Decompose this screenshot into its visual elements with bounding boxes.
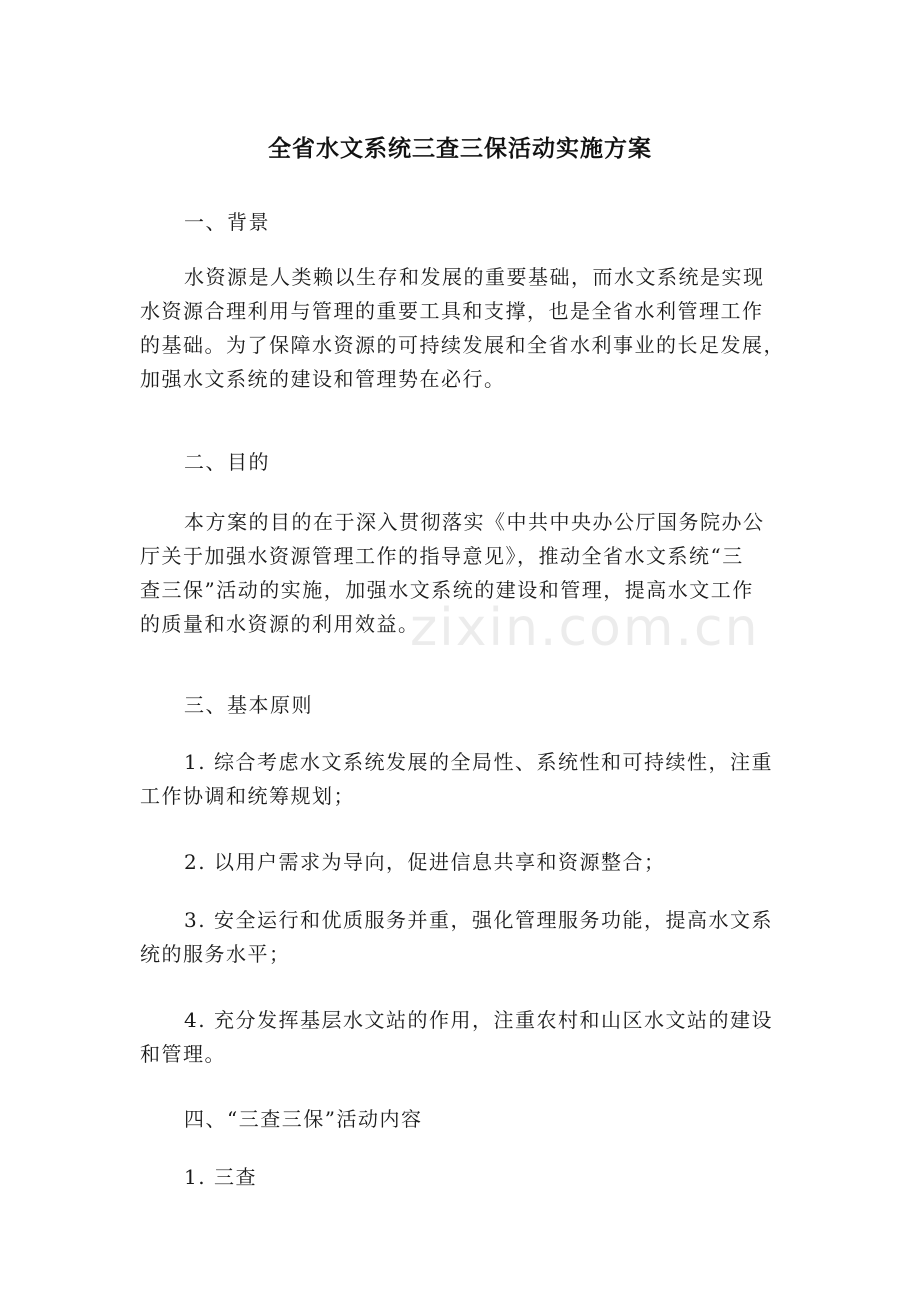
section-heading-background bbox=[140, 205, 790, 239]
principle-item-1 bbox=[140, 745, 790, 813]
section-heading-activities bbox=[140, 1102, 790, 1136]
principle-item-3 bbox=[140, 903, 790, 971]
heading-text: 四、“三查三保”活动内容 bbox=[184, 1107, 423, 1131]
item-line: 和管理。 bbox=[140, 1042, 226, 1066]
item-line: 工作协调和统筹规划； bbox=[140, 784, 355, 808]
heading-text: 二、目的 bbox=[184, 450, 270, 474]
item-line: 统的服务水平； bbox=[140, 942, 291, 966]
section-heading-principles bbox=[140, 688, 790, 722]
document-title: 全省水文系统三查三保活动实施方案 bbox=[268, 136, 652, 162]
principle-item-2 bbox=[140, 845, 790, 879]
paragraph-line: 加强水文系统的建设和管理势在必行。 bbox=[140, 367, 506, 391]
paragraph-line: 查三保”活动的实施，加强水文系统的建设和管理，提高水文工作 bbox=[140, 578, 754, 602]
subheading-three-checks bbox=[140, 1160, 790, 1194]
watermark: zixin.com.cn bbox=[410, 598, 760, 658]
paragraph-line: 水资源是人类赖以生存和发展的重要基础，而水文系统是实现 bbox=[184, 265, 765, 289]
heading-text: 一、背景 bbox=[184, 210, 270, 234]
paragraph-line: 厅关于加强水资源管理工作的指导意见》，推动全省水文系统“三 bbox=[140, 544, 744, 568]
item-line: 2. 以用户需求为导向，促进信息共享和资源整合； bbox=[184, 850, 666, 874]
section-heading-purpose bbox=[140, 445, 790, 479]
paragraph-line: 水资源合理利用与管理的重要工具和支撑，也是全省水利管理工作 bbox=[140, 299, 764, 323]
principle-item-4 bbox=[140, 1003, 790, 1071]
subheading-text: 1. 三查 bbox=[184, 1165, 257, 1189]
paragraph-line: 的基础。为了保障水资源的可持续发展和全省水利事业的长足发展， bbox=[140, 333, 785, 357]
paragraph-line: 的质量和水资源的利用效益。 bbox=[140, 612, 420, 636]
paragraph-background bbox=[140, 260, 790, 396]
item-line: 4. 充分发挥基层水文站的作用，注重农村和山区水文站的建设 bbox=[184, 1008, 773, 1032]
heading-text: 三、基本原则 bbox=[184, 693, 313, 717]
item-line: 1. 综合考虑水文系统发展的全局性、系统性和可持续性，注重 bbox=[184, 750, 773, 774]
paragraph-line: 本方案的目的在于深入贯彻落实《中共中央办公厅国务院办公 bbox=[184, 510, 765, 534]
item-line: 3. 安全运行和优质服务并重，强化管理服务功能，提高水文系 bbox=[184, 908, 773, 932]
